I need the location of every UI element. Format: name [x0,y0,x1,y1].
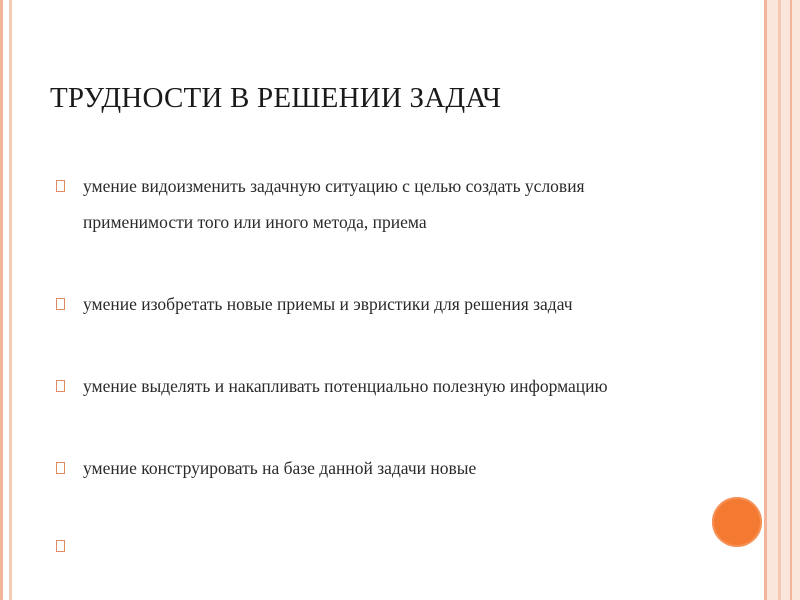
square-bullet-icon [56,180,65,192]
list-item [56,286,696,322]
bullet-text: умение выделять и накапливать потенциально полезную информацию [83,376,608,396]
list-item [56,450,696,486]
right-border-line-middle [778,0,781,600]
left-border-line-inner [9,0,12,600]
square-bullet-icon [56,380,65,392]
decorative-circle [712,497,762,547]
bullet-list [56,168,696,538]
slide-title: ТРУДНОСТИ В РЕШЕНИИ ЗАДАЧ [50,82,502,114]
right-border-line-outer [790,0,792,600]
list-item [56,168,696,240]
list-item [56,368,696,404]
square-bullet-icon [56,462,65,474]
bullet-text: умение видоизменить задачную ситуацию с целью создать условия применимости того или иного метода, приема [83,176,585,232]
right-border-band [766,0,800,600]
square-bullet-icon [56,540,65,552]
right-border-line [764,0,767,600]
bullet-text: умение конструировать на базе данной задачи новые [83,458,477,478]
bullet-text: умение изобретать новые приемы и эвристики для решения задач [83,294,573,314]
left-border-line [0,0,3,600]
square-bullet-icon [56,298,65,310]
